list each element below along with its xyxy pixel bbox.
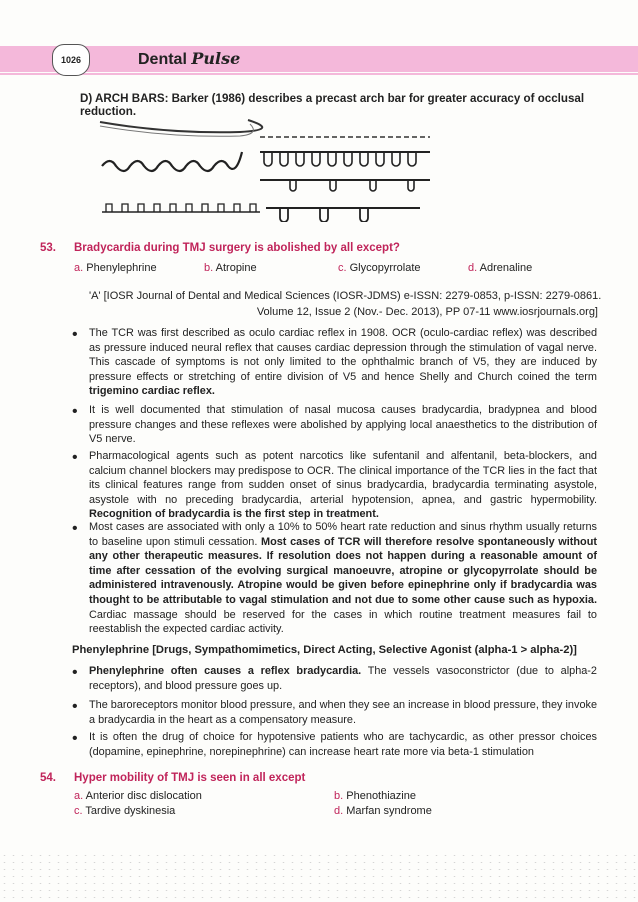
page-number: 1026 [60,55,82,65]
bullet-icon: • [72,730,78,747]
q53-bullet-4: Most cases are associated with only a 10% to 50% heart rate reduction and sinus rhythm usually returns to baseline upon stimuli cessation. Most cases of TCR will therefore resolve spontaneously without any other therapeutic measures. If resolution does not happen during a reasonable amount of time after cessation of the evolving surgical manoeuvre, atropine or glycopyrrolate should be administered intravenously. Atropine would be given before epinephrine only if bradycardia was thought to be attributable to vagal stimulation and not due to some other cause such as hypoxia. Cardiac massage should be reserved for the cases in which routine treatment measures fail to reestablish the expected cardiac activity. [89,521,597,636]
q53-option-d: d. Adrenaline [468,262,533,274]
pe-bullet-1: Phenylephrine often causes a reflex bradycardia. The vessels vasoconstrictor (due to alpha-2 receptors), and blood pressure goes up. [89,665,597,692]
bullet-icon: • [72,326,78,343]
bullet-icon: • [72,664,78,681]
q53-answer-ref-1: 'A' [IOSR Journal of Dental and Medical Sciences (IOSR-JDMS) e-ISSN: 2279-0853, p-ISSN: 2279-0861. [89,290,602,302]
phenylephrine-heading: Phenylephrine [Drugs, Sympathomimetics, Direct Acting, Selective Agonist (alpha-1 > alpha-2)] [72,644,577,656]
bullet-icon: • [72,403,78,420]
q53-option-c: c. Glycopyrrolate [338,262,421,274]
q54-option-a: a. Anterior disc dislocation [74,790,202,802]
bullet-icon: • [72,698,78,715]
q53-bullet-2: It is well documented that stimulation of nasal mucosa causes bradycardia, bradypnea and blood pressure changes and these reflexes were abolished by applying local anaesthetics to the distribution of V5 nerve. [89,404,597,446]
arch-bars-title: D) ARCH BARS: Barker (1986) describes a precast arch bar for greater accuracy of occlusal reduction. [80,92,585,118]
q53-option-a: a. Phenylephrine [74,262,157,274]
pe-bullet-3: It is often the drug of choice for hypotensive patients who are tachycardic, as other pressor choices (dopamine, epinephrine, norepinephrine) can increase heart rate more via beta-1 stimulation [89,731,597,758]
scan-noise [0,852,638,902]
q54-number: 54. [40,772,56,784]
q53-bullet-3: Pharmacological agents such as potent narcotics like sufentanil and alfentanil, beta-blockers, and calcium channel blockers may predispose to OCR. The clinical importance of the TCR lies in the fact that its clinical features range from sudden onset of sinus bradycardia, bradycardia terminating asystole, asystole with no preceding bradycardia, arterial hypotension, apnea, and gastric hypermobility. Recognition of bradycardia is the first step in treatment. [89,450,597,521]
q53-option-b: b. Atropine [204,262,257,274]
bullet-icon: • [72,449,78,466]
q53-number: 53. [40,242,56,254]
journal-logo: Dental Pulse [138,49,241,68]
tooth-icon [52,44,90,76]
bullet-icon: • [72,520,78,537]
q54-option-b: b. Phenothiazine [334,790,416,802]
q54-question: Hyper mobility of TMJ is seen in all except [74,772,306,784]
q53-question: Bradycardia during TMJ surgery is abolished by all except? [74,242,400,254]
q53-bullet-1: The TCR was first described as oculo cardiac reflex in 1908. OCR (oculo-cardiac reflex) was described as pressure induced neural reflex that causes cardiac depression through the stimulation of vagal nerve. This cascade of symptoms is not only limited to the ophthalmic branch of V5, they are induced by pressure effects or stretching of entire division of V5 and hence Shelly and Church coined the term trigemino cardiac reflex. [89,327,597,398]
q53-answer-ref-2: Volume 12, Issue 2 (Nov.- Dec. 2013), PP 07-11 www.iosrjournals.org] [256,306,598,318]
q54-option-d: d. Marfan syndrome [334,805,432,817]
pe-bullet-2: The baroreceptors monitor blood pressure, and when they see an increase in blood pressure, they invoke a bradycardia in the heart as a compensatory measure. [89,699,597,726]
q54-option-c: c. Tardive dyskinesia [74,805,176,817]
arch-bars-figure [90,112,440,222]
header-band [0,46,638,72]
